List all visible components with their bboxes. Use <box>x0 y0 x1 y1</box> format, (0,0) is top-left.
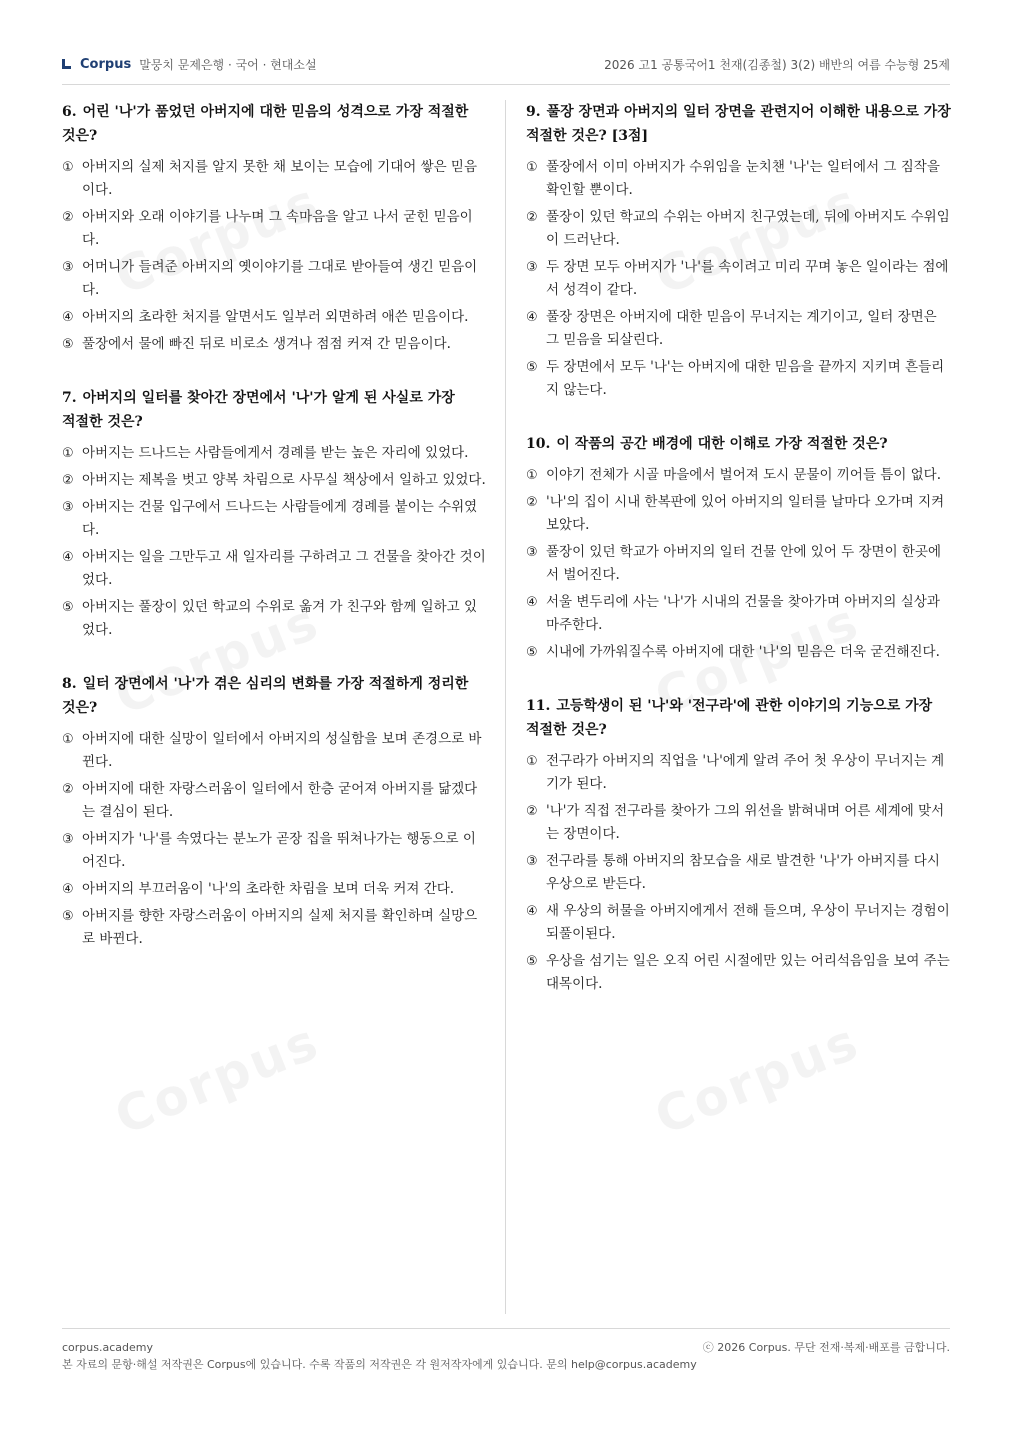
question-number: 8. <box>62 676 77 692</box>
question <box>62 386 488 642</box>
option-text: 아버지는 건물 입구에서 드나드는 사람들에게 경례를 붙이는 수위였다. <box>82 499 478 538</box>
brand <box>62 56 317 73</box>
right-column <box>526 100 952 1026</box>
option-text: 아버지를 향한 자랑스러움이 아버지의 실제 처지를 확인하며 실망으로 바뀐다. <box>82 908 478 947</box>
option-marker: ② <box>526 210 538 225</box>
answer-option[interactable] <box>62 156 488 202</box>
question-number: 7. <box>62 390 77 406</box>
answer-option[interactable] <box>62 905 488 951</box>
option-marker: ④ <box>526 904 538 919</box>
question <box>62 672 488 951</box>
question-text: 어린 '나'가 품었던 아버지에 대한 믿음의 성격으로 가장 적절한 것은? <box>62 104 469 144</box>
question <box>526 694 952 996</box>
option-marker: ⑤ <box>62 600 74 615</box>
footer-copyright: ⓒ 2026 Corpus. 무단 전재·복제·배포를 금합니다. <box>702 1341 950 1354</box>
option-marker: ① <box>526 468 538 483</box>
option-marker: ② <box>526 495 538 510</box>
option-text: 전구라가 아버지의 직업을 '나'에게 알려 주어 첫 우상이 무너지는 계기가 된다. <box>546 753 945 792</box>
option-text: 아버지의 부끄러움이 '나'의 초라한 차림을 보며 더욱 커져 간다. <box>82 881 455 897</box>
answer-option[interactable] <box>62 306 488 329</box>
option-text: 새 우상의 허물을 아버지에게서 전해 들으며, 우상이 무너지는 경험이 되풀이된다. <box>546 903 950 942</box>
answer-option[interactable] <box>62 496 488 542</box>
question-number: 10. <box>526 436 551 452</box>
question <box>62 100 488 356</box>
footer-notice: 본 자료의 문항·해설 저작권은 Corpus에 있습니다. 수록 작품의 저작권은 각 원저작자에게 있습니다. 문의 help@corpus.academy <box>62 1358 697 1371</box>
answer-option[interactable] <box>526 850 952 896</box>
option-text: 우상을 섬기는 일은 오직 어린 시절에만 있는 어리석음임을 보여 주는 대목이다. <box>546 953 950 992</box>
question-stem <box>62 672 488 720</box>
page-footer <box>62 1328 950 1373</box>
answer-option[interactable] <box>62 596 488 642</box>
option-marker: ③ <box>526 545 538 560</box>
option-marker: ① <box>62 732 74 747</box>
option-text: 풀장이 있던 학교가 아버지의 일터 건물 안에 있어 두 장면이 한곳에서 벌어진다. <box>546 544 942 583</box>
option-marker: ② <box>62 473 74 488</box>
option-text: 아버지에 대한 자랑스러움이 일터에서 한층 굳어져 아버지를 닮겠다는 결심이 된다. <box>82 781 478 820</box>
question <box>526 100 952 402</box>
answer-option[interactable] <box>526 206 952 252</box>
answer-option[interactable] <box>526 641 952 664</box>
question-text: 이 작품의 공간 배경에 대한 이해로 가장 적절한 것은? <box>556 436 888 452</box>
option-text: 아버지는 드나드는 사람들에게서 경례를 받는 높은 자리에 있었다. <box>82 445 469 461</box>
answer-option[interactable] <box>62 546 488 592</box>
answer-option[interactable] <box>62 728 488 774</box>
question-text: 아버지의 일터를 찾아간 장면에서 '나'가 알게 된 사실로 가장 적절한 것은? <box>62 390 455 430</box>
option-marker: ③ <box>62 500 74 515</box>
answer-option[interactable] <box>526 591 952 637</box>
option-text: 아버지는 풀장이 있던 학교의 수위로 옮겨 가 친구와 함께 일하고 있었다. <box>82 599 478 638</box>
brand-subtitle: 말뭉치 문제은행 · 국어 · 현대소설 <box>139 58 317 72</box>
option-marker: ③ <box>62 260 74 275</box>
answer-option[interactable] <box>526 491 952 537</box>
option-marker: ② <box>526 804 538 819</box>
answer-option[interactable] <box>526 356 952 402</box>
option-marker: ① <box>526 160 538 175</box>
option-marker: ② <box>62 210 74 225</box>
question-text: 일터 장면에서 '나'가 겪은 심리의 변화를 가장 적절하게 정리한 것은? <box>62 676 469 716</box>
document-title: 2026 고1 공통국어1 천재(김종철) 3(2) 배반의 여름 수능형 25제 <box>604 58 950 72</box>
answer-option[interactable] <box>526 306 952 352</box>
option-marker: ④ <box>62 550 74 565</box>
option-marker: ③ <box>526 260 538 275</box>
question <box>526 432 952 664</box>
watermark <box>647 1012 868 1146</box>
brand-name: Corpus <box>80 57 132 72</box>
option-marker: ① <box>62 160 74 175</box>
answer-option[interactable] <box>62 256 488 302</box>
option-text: 아버지는 일을 그만두고 새 일자리를 구하려고 그 건물을 찾아간 것이었다. <box>82 549 486 588</box>
answer-option[interactable] <box>526 750 952 796</box>
corpus-logo-icon <box>62 59 71 69</box>
option-text: 풀장 장면은 아버지에 대한 믿음이 무너지는 계기이고, 일터 장면은 그 믿음을 되살린다. <box>546 309 937 348</box>
option-text: '나'의 집이 시내 한복판에 있어 아버지의 일터를 날마다 오가며 지켜보았다. <box>546 494 945 533</box>
answer-option[interactable] <box>62 878 488 901</box>
option-text: 아버지의 실제 처지를 알지 못한 채 보이는 모습에 기대어 쌓은 믿음이다. <box>82 159 478 198</box>
question-text: 풀장 장면과 아버지의 일터 장면을 관련지어 이해한 내용으로 가장 적절한 것은? [3점] <box>526 104 951 144</box>
option-marker: ① <box>62 446 74 461</box>
answer-option[interactable] <box>526 950 952 996</box>
option-text: 아버지는 제복을 벗고 양복 차림으로 사무실 책상에서 일하고 있었다. <box>82 472 486 488</box>
page-header <box>62 56 950 85</box>
answer-option[interactable] <box>62 206 488 252</box>
option-marker: ⑤ <box>62 337 74 352</box>
question-stem <box>526 100 952 148</box>
column-divider <box>505 100 506 1314</box>
option-marker: ③ <box>62 832 74 847</box>
option-text: '나'가 직접 전구라를 찾아가 그의 위선을 밝혀내며 어른 세계에 맞서는 장면이다. <box>546 803 945 842</box>
option-marker: ⑤ <box>526 360 538 375</box>
question-number: 6. <box>62 104 77 120</box>
option-text: 두 장면에서 모두 '나'는 아버지에 대한 믿음을 끝까지 지키며 흔들리지 않는다. <box>546 359 945 398</box>
answer-option[interactable] <box>526 156 952 202</box>
answer-option[interactable] <box>62 442 488 465</box>
question-stem <box>526 694 952 742</box>
option-text: 풀장이 있던 학교의 수위는 아버지 친구였는데, 뒤에 아버지도 수위임이 드러난다. <box>546 209 950 248</box>
option-text: 아버지에 대한 실망이 일터에서 아버지의 성실함을 보며 존경으로 바뀐다. <box>82 731 482 770</box>
option-marker: ④ <box>526 595 538 610</box>
answer-option[interactable] <box>526 464 952 487</box>
option-text: 아버지의 초라한 처지를 알면서도 일부러 외면하려 애쓴 믿음이다. <box>82 309 469 325</box>
answer-option[interactable] <box>62 828 488 874</box>
option-text: 아버지와 오래 이야기를 나누며 그 속마음을 알고 나서 굳힌 믿음이다. <box>82 209 473 248</box>
answer-option[interactable] <box>62 333 488 356</box>
option-text: 풀장에서 물에 빠진 뒤로 비로소 생겨나 점점 커져 간 믿음이다. <box>82 336 451 352</box>
option-text: 서울 변두리에 사는 '나'가 시내의 건물을 찾아가며 아버지의 실상과 마주한다. <box>546 594 940 633</box>
question-number: 11. <box>526 698 551 714</box>
watermark <box>107 1012 328 1146</box>
option-marker: ⑤ <box>526 954 538 969</box>
option-marker: ⑤ <box>526 645 538 660</box>
option-marker: ③ <box>526 854 538 869</box>
option-text: 이야기 전체가 시골 마을에서 벌어져 도시 문물이 끼어들 틈이 없다. <box>546 467 942 483</box>
answer-option[interactable] <box>526 800 952 846</box>
question-number: 9. <box>526 104 541 120</box>
left-column <box>62 100 488 981</box>
option-marker: ① <box>526 754 538 769</box>
option-text: 두 장면 모두 아버지가 '나'를 속이려고 미리 꾸며 놓은 일이라는 점에서 성격이 같다. <box>546 259 949 298</box>
option-text: 풀장에서 이미 아버지가 수위임을 눈치챈 '나'는 일터에서 그 짐작을 확인할 뿐이다. <box>546 159 940 198</box>
question-stem <box>62 100 488 148</box>
option-marker: ④ <box>62 310 74 325</box>
option-marker: ④ <box>526 310 538 325</box>
answer-option[interactable] <box>526 541 952 587</box>
option-marker: ⑤ <box>62 909 74 924</box>
footer-site: corpus.academy <box>62 1341 153 1354</box>
option-text: 전구라를 통해 아버지의 참모습을 새로 발견한 '나'가 아버지를 다시 우상으로 받든다. <box>546 853 940 892</box>
option-text: 어머니가 들려준 아버지의 옛이야기를 그대로 받아들여 생긴 믿음이다. <box>82 259 478 298</box>
question-text: 고등학생이 된 '나'와 '전구라'에 관한 이야기의 기능으로 가장 적절한 것은? <box>526 698 933 738</box>
answer-option[interactable] <box>526 256 952 302</box>
question-stem <box>62 386 488 434</box>
option-text: 아버지가 '나'를 속였다는 분노가 곧장 집을 뛰쳐나가는 행동으로 이어진다. <box>82 831 476 870</box>
option-marker: ④ <box>62 882 74 897</box>
answer-option[interactable] <box>526 900 952 946</box>
answer-option[interactable] <box>62 778 488 824</box>
question-stem <box>526 432 952 456</box>
answer-option[interactable] <box>62 469 488 492</box>
option-marker: ② <box>62 782 74 797</box>
option-text: 시내에 가까워질수록 아버지에 대한 '나'의 믿음은 더욱 굳건해진다. <box>546 644 940 660</box>
